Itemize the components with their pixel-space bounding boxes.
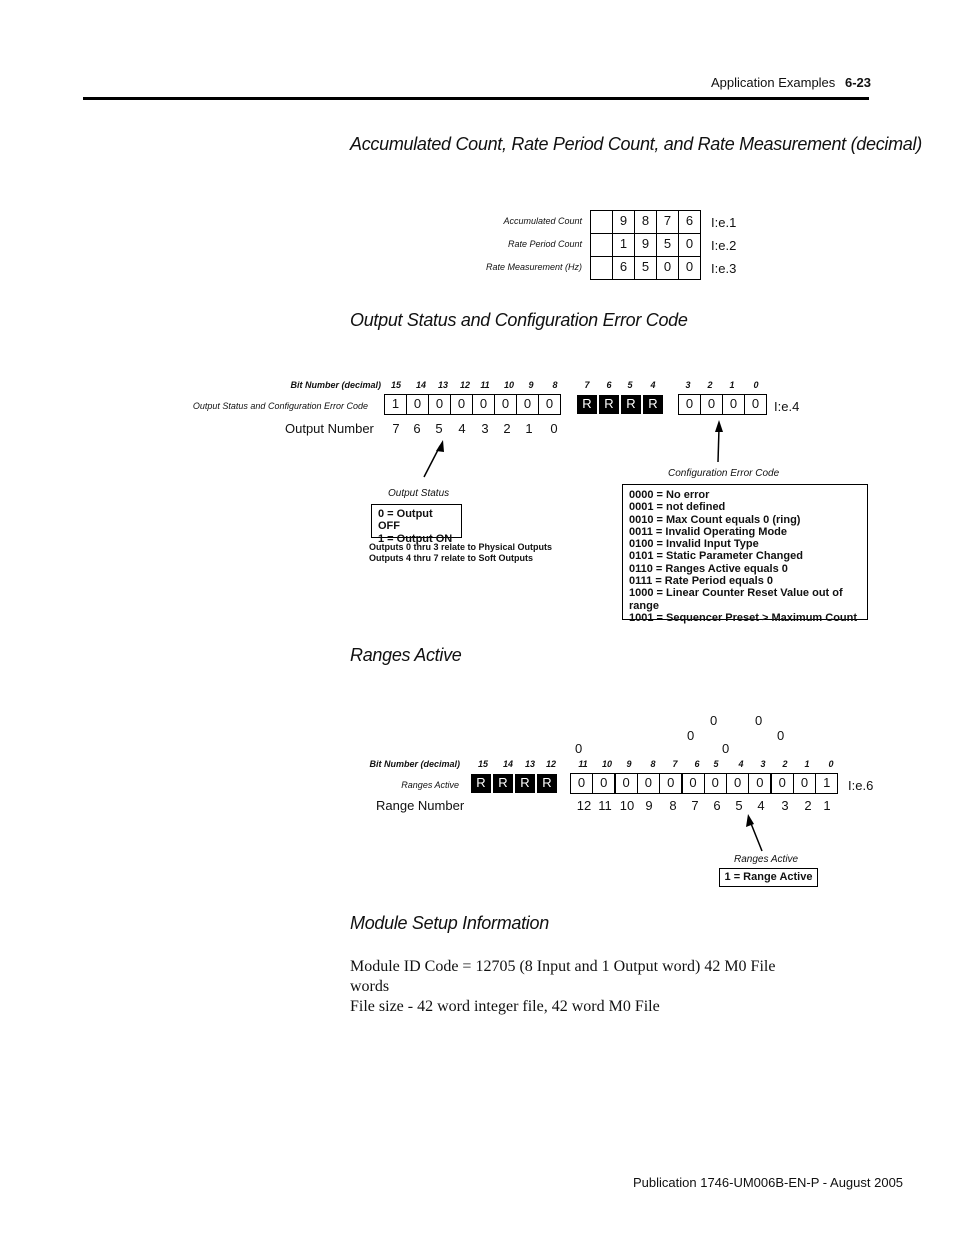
osc-bit-number: 10 (503, 380, 514, 390)
range-number: 2 (804, 798, 812, 813)
module-setup-line-2: words (350, 978, 390, 995)
osc-value-cell: 0 (472, 394, 495, 415)
osc-value-cell: 0 (494, 394, 517, 415)
acc-digit-cell: 8 (634, 210, 657, 234)
header-section-title: Application Examples (711, 75, 836, 90)
output-number: 4 (458, 421, 466, 436)
osc-bit-number: 6 (606, 380, 612, 390)
ranges-value-cell: 0 (570, 773, 593, 794)
ranges-reserved-cell: R (492, 773, 514, 794)
ranges-reserved-cell: R (514, 773, 536, 794)
acc-digit-cell: 5 (656, 233, 679, 257)
config-error-title: Configuration Error Code (668, 468, 780, 479)
acc-row-label: Rate Period Count (507, 239, 582, 249)
range-number: 3 (781, 798, 789, 813)
osc-bit-number: 13 (437, 380, 448, 390)
ranges-bit-number: 12 (545, 759, 556, 769)
osc-value-cell: 0 (450, 394, 473, 415)
osc-bit-number: 12 (459, 380, 470, 390)
config-error-line: 0101 = Static Parameter Changed (629, 550, 803, 563)
osc-word-address: I:e.4 (774, 399, 800, 414)
osc-reserved-cell: R (642, 394, 664, 415)
range-number: 4 (757, 798, 765, 813)
ranges-value-cell: 0 (771, 773, 794, 794)
acc-digit-cell: 9 (634, 233, 657, 257)
config-error-line: 0000 = No error (629, 489, 710, 501)
osc-reserved-cell: R (576, 394, 598, 415)
range-number: 5 (735, 798, 743, 813)
output-number: 7 (392, 421, 400, 436)
ranges-active-box: 1 = Range Active (719, 868, 818, 887)
ranges-value-cell: 0 (704, 773, 727, 794)
ranges-stray-zero: 0 (575, 741, 583, 756)
acc-row-label: Rate Measurement (Hz) (485, 262, 582, 272)
output-number-label: Output Number (285, 421, 374, 436)
footer-publication: Publication 1746-UM006B-EN-P - August 2005 (633, 1175, 904, 1190)
acc-digit-cell: 7 (656, 210, 679, 234)
config-error-line: 1001 = Sequencer Preset > Maximum Count (629, 611, 858, 624)
range-number: 12 (576, 798, 592, 813)
osc-bit-number: 4 (650, 380, 656, 390)
ranges-bit-number: 5 (713, 759, 719, 769)
osc-value-cell: 0 (516, 394, 539, 415)
ranges-bit-number: 2 (782, 759, 788, 769)
acc-digit-cell: 0 (678, 233, 701, 257)
osc-bit-number: 11 (480, 380, 490, 390)
range-number: 8 (669, 798, 677, 813)
config-error-line: 0100 = Invalid Input Type (629, 538, 759, 551)
osc-value-cell: 0 (744, 394, 767, 415)
config-error-arrow (715, 420, 723, 462)
ranges-stray-zero: 0 (722, 741, 730, 756)
ranges-bit-label: Bit Number (decimal) (369, 759, 460, 769)
acc-digit-cell: 6 (678, 210, 701, 234)
output-status-arrow (424, 440, 444, 477)
module-setup-line-1: Module ID Code = 12705 (8 Input and 1 Output word) 42 M0 File (350, 958, 776, 975)
config-error-line: 0010 = Max Count equals 0 (ring) (629, 513, 801, 526)
ranges-bit-number: 9 (626, 759, 632, 769)
osc-bit-number: 7 (584, 380, 590, 390)
ranges-value-cell: 0 (726, 773, 749, 794)
ranges-stray-zero: 0 (755, 713, 763, 728)
range-number-label: Range Number (376, 798, 465, 813)
range-number: 1 (823, 798, 831, 813)
osc-row-label: Output Status and Configuration Error Code (192, 401, 368, 411)
config-error-line: 0111 = Rate Period equals 0 (629, 575, 773, 588)
ranges-bit-number: 7 (672, 759, 678, 769)
ranges-bit-number: 10 (601, 759, 612, 769)
range-number: 9 (645, 798, 653, 813)
osc-value-cell: 0 (678, 394, 701, 415)
config-error-line: 0011 = Invalid Operating Mode (629, 525, 788, 538)
output-status-line-off: 0 = Output OFF (378, 508, 433, 533)
ranges-value-cell: 1 (815, 773, 838, 794)
range-number: 6 (713, 798, 721, 813)
config-error-line: 0001 = not defined (629, 501, 726, 514)
acc-row-label: Accumulated Count (503, 216, 582, 226)
ranges-bit-number: 11 (578, 759, 588, 769)
ranges-value-cell: 0 (637, 773, 660, 794)
output-number: 6 (413, 421, 421, 436)
output-status-line-on: 1 = Output ON (378, 532, 453, 545)
section-title-ranges-active: Ranges Active (350, 645, 462, 665)
acc-digit-cell: 6 (612, 256, 635, 280)
ranges-bit-number: 13 (524, 759, 535, 769)
acc-word-address: I:e.3 (711, 261, 737, 276)
output-note-soft: Outputs 4 thru 7 relate to Soft Outputs (369, 553, 533, 563)
ranges-bit-number: 6 (694, 759, 700, 769)
output-number: 5 (435, 421, 443, 436)
osc-bit-number: 0 (753, 380, 759, 390)
osc-value-cell: 0 (406, 394, 429, 415)
output-note-physical: Outputs 0 thru 3 relate to Physical Outputs (369, 542, 553, 552)
ranges-stray-zero: 0 (710, 713, 718, 728)
output-number: 0 (550, 421, 558, 436)
section-title-output-status: Output Status and Configuration Error Code (350, 310, 688, 330)
acc-word-address: I:e.2 (711, 238, 737, 253)
osc-bit-number: 2 (707, 380, 713, 390)
ranges-reserved-cell: R (470, 773, 492, 794)
ranges-box-title: Ranges Active (734, 854, 799, 865)
osc-bit-number: 1 (729, 380, 735, 390)
acc-digit-cell: 0 (656, 256, 679, 280)
osc-reserved-cell: R (620, 394, 642, 415)
range-number: 11 (598, 798, 612, 813)
osc-value-cell: 0 (700, 394, 723, 415)
ranges-stray-zero: 0 (687, 728, 695, 743)
osc-value-cell: 0 (722, 394, 745, 415)
section-title-accumulated: Accumulated Count, Rate Period Count, and Rate Measurement (decimal) (350, 134, 922, 154)
ranges-bit-number: 3 (760, 759, 766, 769)
ranges-stray-zero: 0 (777, 728, 785, 743)
ranges-active-arrow (746, 814, 762, 851)
output-status-title: Output Status (388, 488, 450, 499)
acc-digit-cell: 5 (634, 256, 657, 280)
acc-digit-cell: 0 (678, 256, 701, 280)
osc-bit-number: 5 (627, 380, 633, 390)
config-error-line: 0110 = Ranges Active equals 0 (629, 562, 788, 575)
osc-value-cell: 0 (538, 394, 561, 415)
osc-bit-label: Bit Number (decimal) (290, 380, 381, 390)
ranges-bit-number: 1 (804, 759, 810, 769)
ranges-value-cell: 0 (748, 773, 771, 794)
ranges-value-cell: 0 (592, 773, 615, 794)
output-number: 3 (481, 421, 489, 436)
osc-value-cell: 1 (384, 394, 407, 415)
ranges-bit-number: 14 (502, 759, 513, 769)
osc-value-cell: 0 (428, 394, 451, 415)
osc-bit-number: 8 (552, 380, 558, 390)
range-number: 10 (619, 798, 635, 813)
ranges-word-address: I:e.6 (848, 778, 874, 793)
ranges-reserved-cell: R (536, 773, 558, 794)
acc-digit-cell: 9 (612, 210, 635, 234)
module-setup-line-3: File size - 42 word integer file, 42 word M0 File (350, 998, 660, 1015)
module-setup-text (350, 957, 870, 1017)
acc-word-address: I:e.1 (711, 215, 737, 230)
osc-reserved-cell: R (598, 394, 620, 415)
output-number: 1 (525, 421, 533, 436)
ranges-value-cell: 0 (793, 773, 816, 794)
ranges-bit-number: 0 (828, 759, 834, 769)
osc-bit-number: 3 (685, 380, 691, 390)
ranges-row-label: Ranges Active (401, 780, 459, 790)
output-number: 2 (503, 421, 511, 436)
ranges-value-cell: 0 (659, 773, 682, 794)
header-page-number: 6-23 (845, 75, 872, 90)
range-number: 7 (691, 798, 699, 813)
ranges-bit-number: 15 (477, 759, 488, 769)
section-title-module-setup: Module Setup Information (350, 913, 549, 933)
ranges-bit-number: 4 (738, 759, 744, 769)
ranges-value-cell: 0 (682, 773, 705, 794)
osc-bit-number: 14 (415, 380, 426, 390)
ranges-bit-number: 8 (650, 759, 656, 769)
ranges-value-cell: 0 (615, 773, 638, 794)
osc-bit-number: 9 (528, 380, 534, 390)
config-error-line: 1000 = Linear Counter Reset Value out of range (629, 587, 843, 612)
acc-digit-cell: 1 (612, 233, 635, 257)
osc-bit-number: 15 (390, 380, 401, 390)
